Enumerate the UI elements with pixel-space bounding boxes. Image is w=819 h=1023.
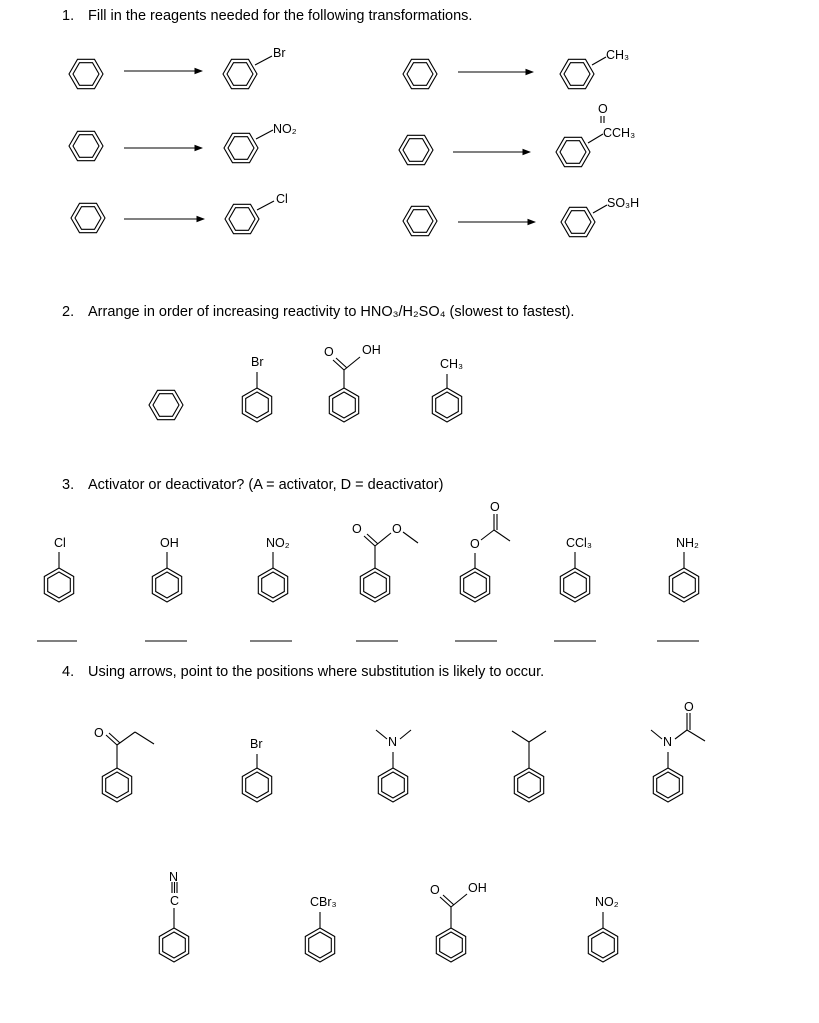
benzene-start — [69, 59, 103, 88]
transformation-acylation — [399, 102, 635, 167]
chlorobenzene — [44, 568, 73, 602]
no2-label: NO₂ — [266, 536, 290, 550]
benzene-start — [69, 131, 103, 160]
propiophenone — [102, 768, 131, 802]
toluene — [432, 388, 461, 422]
br-label: Br — [273, 46, 286, 60]
substitution-position-items — [94, 700, 705, 962]
ccl3-label: CCl₃ — [566, 536, 592, 550]
transformation-sulfonation — [403, 196, 639, 237]
nh2-label: NH₂ — [676, 536, 699, 550]
question-text: Using arrows, point to the positions where substitution is likely to occur. — [88, 664, 545, 680]
bromobenzene — [223, 59, 257, 88]
question-number: 3. — [62, 477, 75, 493]
benzene-start — [403, 206, 437, 235]
isopropylbenzene — [514, 768, 543, 802]
bromobenzene — [242, 388, 271, 422]
question-number: 1. — [62, 8, 75, 24]
n-label: N — [388, 735, 398, 749]
o-label: O — [490, 500, 500, 514]
nitrobenzene — [588, 928, 617, 962]
n-label: N — [663, 735, 673, 749]
o-label: O — [470, 537, 480, 551]
question-text: Arrange in order of increasing reactivity to HNO₃/H₂SO₄ (slowest to fastest). — [88, 304, 575, 320]
benzoic-acid — [329, 388, 358, 422]
so3h-label: SO₃H — [607, 196, 640, 210]
transformation-nitration — [69, 122, 297, 163]
oh-label: OH — [362, 343, 381, 357]
n-label: N — [169, 870, 179, 884]
cbr3-label: CBr₃ — [310, 895, 337, 909]
no2-label: NO₂ — [273, 122, 297, 136]
question-text: Activator or deactivator? (A = activator, D = deactivator) — [88, 477, 444, 493]
toluene — [560, 59, 594, 88]
o-label: O — [684, 700, 694, 714]
benzonitrile — [159, 928, 188, 962]
cch3-label: CCH₃ — [603, 126, 636, 140]
activator-deactivator-items — [37, 500, 699, 641]
cl-label: Cl — [276, 192, 288, 206]
c-label: C — [170, 894, 180, 908]
no2-label: NO₂ — [595, 895, 619, 909]
benzoic-acid — [436, 928, 465, 962]
cl-label: Cl — [54, 536, 66, 550]
ch3-label: CH₃ — [606, 48, 630, 62]
nitrobenzene — [258, 568, 287, 602]
question-number: 4. — [62, 664, 75, 680]
transformation-chlorination — [71, 192, 288, 234]
trichloromethylbenzene — [560, 568, 589, 602]
o-label: O — [94, 726, 104, 740]
n-methylacetanilide — [653, 768, 682, 802]
n-n-dimethylaniline — [378, 768, 407, 802]
benzene — [149, 390, 183, 419]
methyl-benzoate — [360, 568, 389, 602]
benzenesulfonic-acid — [561, 207, 595, 236]
br-label: Br — [250, 737, 263, 751]
transformation-bromination — [69, 46, 286, 89]
bromobenzene — [242, 768, 271, 802]
benzene-start — [71, 203, 105, 232]
o-label: O — [392, 522, 402, 536]
transformation-methylation — [403, 48, 629, 89]
oh-label: OH — [468, 881, 487, 895]
tribromomethylbenzene — [305, 928, 334, 962]
reactivity-series — [149, 343, 463, 422]
ch3-label: CH₃ — [440, 357, 464, 371]
o-label: O — [598, 102, 608, 116]
chlorobenzene — [225, 204, 259, 233]
o-label: O — [352, 522, 362, 536]
phenyl-acetate — [460, 568, 489, 602]
oh-label: OH — [160, 536, 179, 550]
o-label: O — [324, 345, 334, 359]
question-number: 2. — [62, 304, 75, 320]
benzene-start — [399, 135, 433, 164]
aniline — [669, 568, 698, 602]
nitrobenzene — [224, 133, 258, 162]
o-label: O — [430, 883, 440, 897]
br-label: Br — [251, 355, 264, 369]
phenol — [152, 568, 181, 602]
question-text: Fill in the reagents needed for the following transformations. — [88, 8, 473, 24]
acetophenone — [556, 137, 590, 166]
benzene-start — [403, 59, 437, 88]
